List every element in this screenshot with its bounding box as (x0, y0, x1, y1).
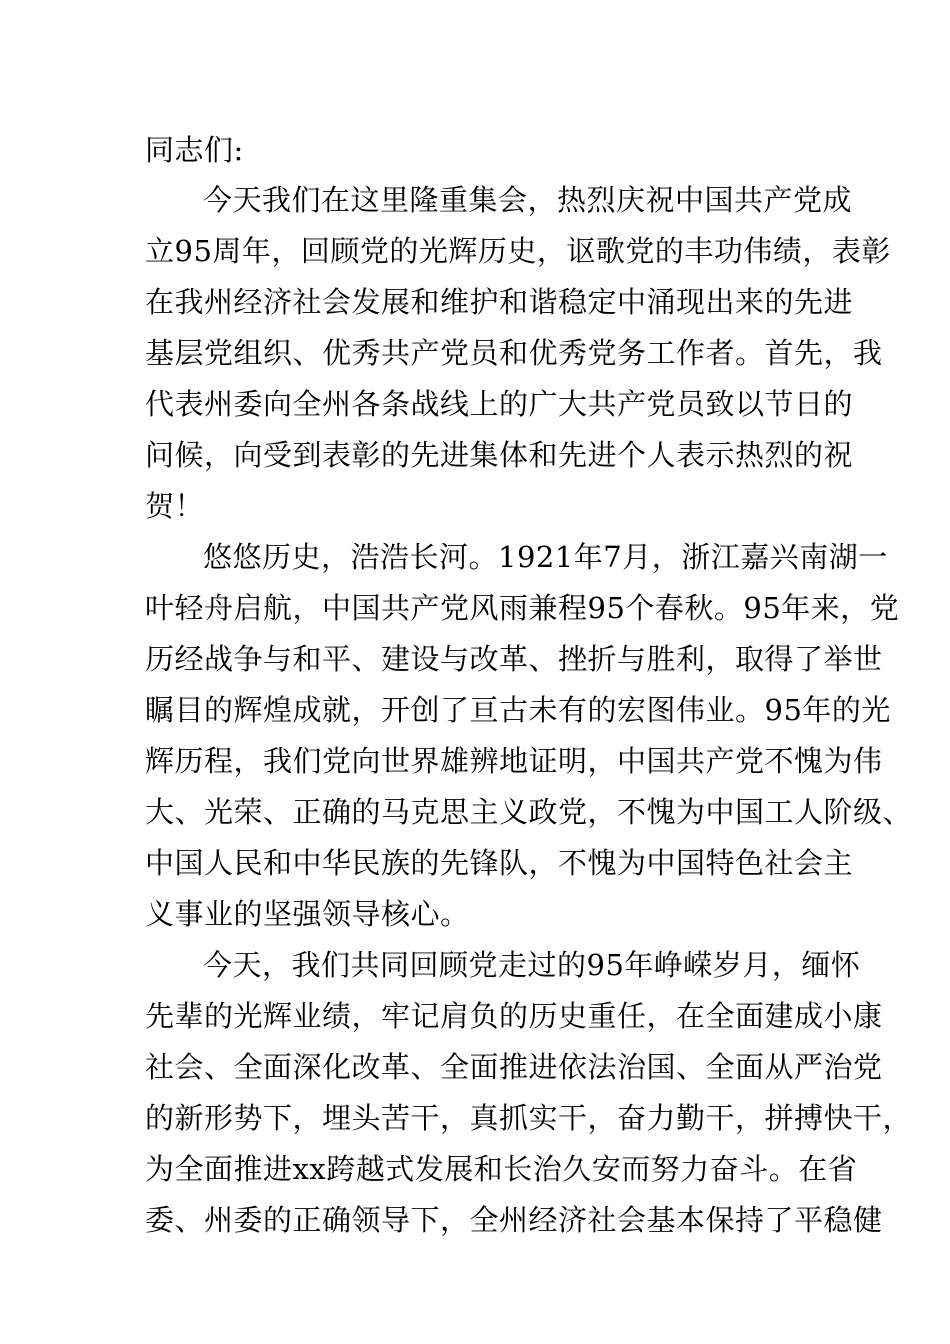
paragraph-3-line-5: 为全面推进xx跨越式发展和长治久安而努力奋斗。在省 (145, 1152, 858, 1186)
paragraph-1-line-4: 基层党组织、优秀共产党员和优秀党务工作者。首先，我 (145, 336, 883, 370)
paragraph-2-line-3: 历经战争与和平、建设与改革、挫折与胜利，取得了举世 (145, 642, 883, 676)
paragraph-2-line-6: 大、光荣、正确的马克思主义政党，不愧为中国工人阶级、 (145, 795, 913, 829)
paragraph-1-line-2: 立95周年，回顾党的光辉历史，讴歌党的丰功伟绩，表彰 (145, 234, 891, 268)
paragraph-2-line-7: 中国人民和中华民族的先锋队，不愧为中国特色社会主 (145, 846, 854, 880)
paragraph-2-line-4: 瞩目的辉煌成就，开创了亘古未有的宏图伟业。95年的光 (145, 693, 891, 727)
paragraph-3-line-2: 先辈的光辉业绩，牢记肩负的历史重任，在全面建成小康 (145, 999, 883, 1033)
paragraph-2-line-8: 义事业的坚强领导核心。 (145, 897, 470, 931)
paragraph-1-line-6: 问候，向受到表彰的先进集体和先进个人表示热烈的祝 (145, 438, 854, 472)
paragraph-1-line-3: 在我州经济社会发展和维护和谐稳定中涌现出来的先进 (145, 285, 854, 319)
paragraph-2-line-1: 悠悠历史，浩浩长河。1921年7月，浙江嘉兴南湖一 (203, 540, 888, 574)
paragraph-1-line-5: 代表州委向全州各条战线上的广大共产党员致以节日的 (145, 387, 854, 421)
paragraph-1-line-1: 今天我们在这里隆重集会，热烈庆祝中国共产党成 (203, 183, 853, 217)
paragraph-2-line-5: 辉历程，我们党向世界雄辨地证明，中国共产党不愧为伟 (145, 744, 883, 778)
paragraph-2-line-2: 叶轻舟启航，中国共产党风雨兼程95个春秋。95年来，党 (145, 591, 900, 625)
salutation: 同志们: (145, 133, 244, 167)
paragraph-3-line-4: 的新形势下，埋头苦干，真抓实干，奋力勤干，拼搏快干， (145, 1101, 913, 1135)
paragraph-1-line-7: 贺！ (145, 489, 205, 523)
paragraph-3-line-1: 今天，我们共同回顾党走过的95年峥嵘岁月，缅怀 (203, 948, 861, 982)
paragraph-3-line-6: 委、州委的正确领导下，全州经济社会基本保持了平稳健 (145, 1203, 883, 1237)
paragraph-3-line-3: 社会、全面深化改革、全面推进依法治国、全面从严治党 (145, 1050, 883, 1084)
